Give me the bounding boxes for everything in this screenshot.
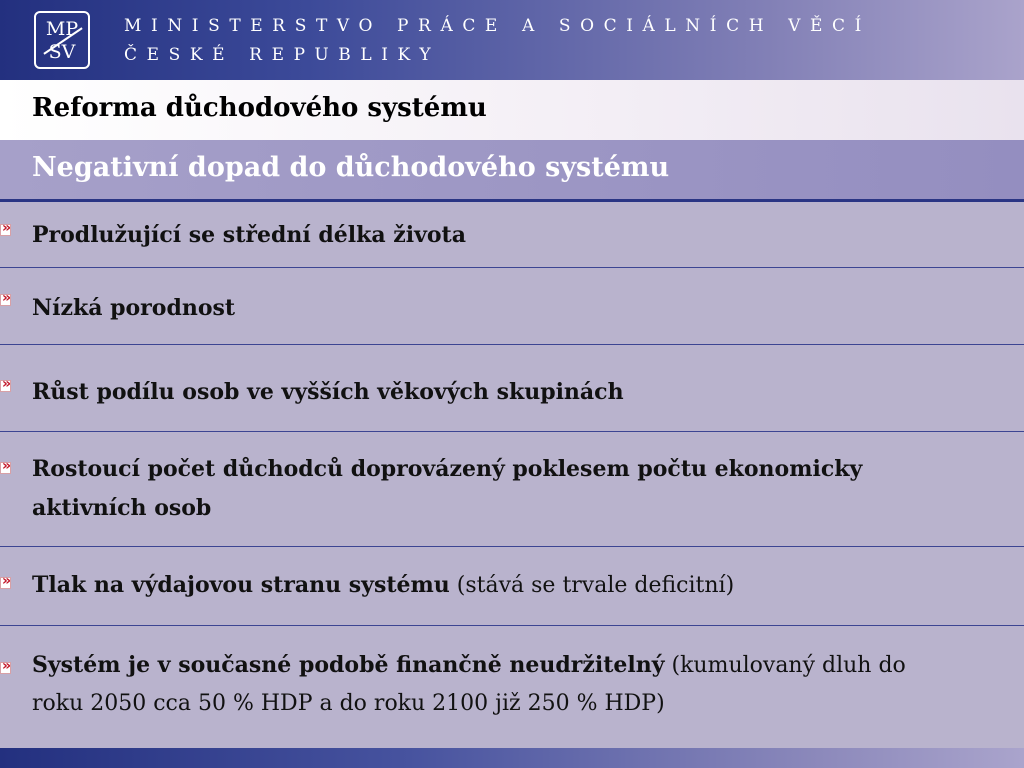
list-item-text [32,646,962,723]
bullet-arrow-icon [0,577,11,589]
slide-subtitle: Negativní dopad do důchodového systému [32,152,670,183]
list-item-bold: Tlak na výdajovou stranu systému [32,572,450,598]
subtitle-band [0,140,1024,202]
list-item-bold: Systém je v současné podobě finančně neudržitelný [32,652,665,678]
list-item-text [32,566,992,605]
list-item-normal: (kumulovaný dluh do roku 2050 cca 50 % HDP a do roku 2100 již 250 % HDP) [32,653,906,716]
footer-band [0,748,1024,768]
bullet-arrow-icon [0,662,11,674]
list-item [0,345,1024,432]
mpsv-logo [34,11,90,69]
ministry-name-line2: ČESKÉ REPUBLIKY [124,45,441,65]
bullet-arrow-icon [0,462,11,474]
bullet-arrow-icon [0,380,11,392]
list-item-normal: (stává se trvale deficitní) [449,573,735,598]
ministry-name-line1: MINISTERSTVO PRÁCE A SOCIÁLNÍCH VĚCÍ [124,16,871,36]
slide-title: Reforma důchodového systému [32,93,487,123]
list-item-bold: Růst podílu osob ve vyšších věkových skupinách [32,379,624,405]
logo-top-text: MP [45,18,79,40]
list-item-text [32,450,932,528]
list-item-text [32,373,992,412]
title-band [0,80,1024,140]
list-item [0,202,1024,268]
logo-bottom-text: SV [48,41,76,63]
bullet-arrow-icon [0,224,11,236]
list-item [0,547,1024,626]
header-band [0,0,1024,80]
list-item-bold: Rostoucí počet důchodců doprovázený poklesem počtu ekonomicky aktivních osob [32,456,863,521]
bullet-arrow-icon [0,294,11,306]
list-item [0,268,1024,345]
list-item-bold: Prodlužující se střední délka života [32,222,466,248]
list-item-text [32,289,992,328]
list-item [0,432,1024,547]
list-item-text [32,216,992,255]
list-item-bold: Nízká porodnost [32,295,236,321]
bullet-list [0,202,1024,747]
list-item [0,626,1024,747]
